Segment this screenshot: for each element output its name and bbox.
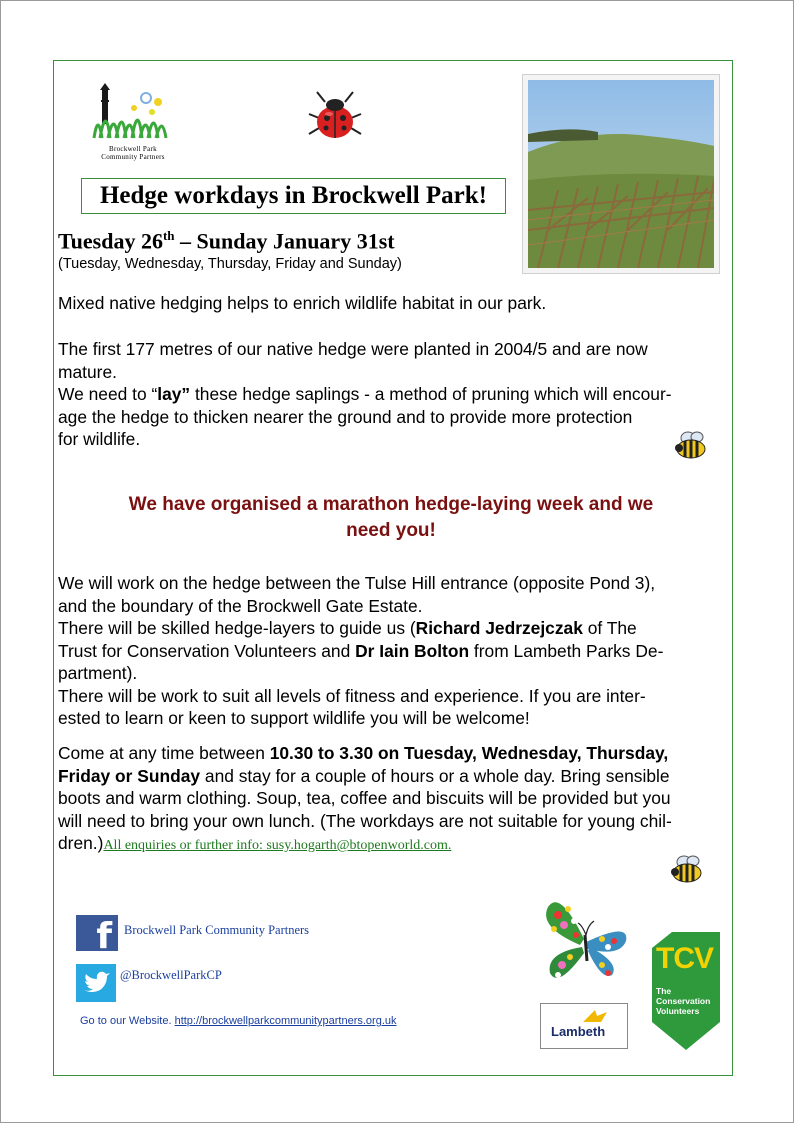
facebook-link[interactable]	[76, 915, 376, 957]
details-line-4a: Trust for Conservation Volunteers and	[58, 640, 356, 661]
butterfly-icon	[540, 895, 632, 987]
dates-suffix: – Sunday January 31st	[174, 228, 395, 254]
times-paragraph	[58, 742, 672, 858]
details-line-4b: Dr Iain Bolton	[355, 640, 470, 661]
hedge-line-2: mature.	[58, 361, 117, 382]
hedge-line-3c: these hedge saplings - a method of pruning which will encour-	[190, 384, 672, 404]
details-line-3	[58, 617, 663, 640]
lambeth-logo-text: Lambeth	[551, 1024, 606, 1039]
details-line-5: partment).	[58, 663, 138, 683]
times-line-1	[58, 742, 672, 765]
details-line-6: There will be work to suit all levels of fitness and experience. If you are inter-	[58, 685, 646, 706]
bee-icon	[672, 430, 710, 460]
dates-sup: th	[162, 228, 175, 243]
callout-line-2: need you!	[346, 520, 436, 541]
details-line-3c: of The	[582, 618, 637, 638]
times-line-3: boots and warm clothing. Soup, tea, coffee and biscuits will be provided but you	[58, 788, 671, 808]
event-dates	[58, 228, 395, 254]
tcv-name-2: Conservation	[656, 996, 711, 1006]
twitter-label: @BrockwellParkCP	[120, 968, 222, 982]
times-line-1b: 10.30 to 3.30 on Tuesday, Wednesday, Thursday,	[269, 743, 669, 763]
hedge-line-4: age the hedge to thicken nearer the ground and to provide more protection	[58, 406, 633, 427]
callout-line-1: We have organised a marathon hedge-laying week and we	[128, 494, 654, 515]
details-line-3b: Richard Jedrzejczak	[415, 618, 583, 638]
details-line-1: We will work on the hedge between the Tulse Hill entrance (opposite Pond 3),	[58, 573, 656, 593]
bpcp-logo-graphic	[88, 82, 178, 140]
details-line-2: and the boundary of the Brockwell Gate Estate.	[58, 595, 423, 616]
hedge-line-3	[58, 383, 672, 406]
lambeth-logo-mark	[581, 1008, 611, 1024]
intro-paragraph: Mixed native hedging helps to enrich wildlife habitat in our park.	[58, 293, 547, 313]
dates-prefix: Tuesday 26	[58, 228, 163, 254]
lambeth-logo	[540, 1003, 628, 1049]
page-title: Hedge workdays in Brockwell Park!	[81, 178, 506, 214]
details-line-7: ested to learn or keen to support wildlife you will be welcome!	[58, 708, 530, 728]
twitter-link[interactable]	[76, 964, 276, 1002]
enquiries-link[interactable]: All enquiries or further info: susy.hogarth@btopenworld.com.	[103, 838, 452, 853]
facebook-icon: f	[76, 915, 118, 951]
tcv-name-1: The	[656, 986, 672, 996]
hedge-line-1: The first 177 metres of our native hedge were planted in 2004/5 and are now	[58, 339, 648, 359]
hedge-line-3b: lay”	[157, 384, 191, 404]
tcv-name-3: Volunteers	[656, 1006, 700, 1016]
hedge-photo	[522, 74, 720, 274]
times-line-5	[58, 832, 672, 858]
website-line	[80, 1015, 397, 1027]
bee-icon-2	[668, 854, 706, 884]
days-note: (Tuesday, Wednesday, Thursday, Friday and Sunday)	[58, 256, 402, 272]
bpcp-logo-line2: Community Partners	[101, 153, 165, 161]
times-line-5a: dren.)	[58, 833, 104, 853]
bpcp-logo	[88, 82, 178, 161]
twitter-icon	[76, 964, 116, 1002]
hedge-paragraph	[58, 338, 672, 451]
ladybird-icon	[305, 88, 365, 142]
bpcp-logo-line1: Brockwell Park	[109, 145, 157, 153]
tcv-name	[656, 986, 710, 1016]
callout-message	[58, 492, 724, 544]
times-line-2	[58, 765, 672, 788]
times-line-4: will need to bring your own lunch. (The workdays are not suitable for young chil-	[58, 810, 672, 831]
times-line-2a: Friday or Sunday	[58, 765, 201, 786]
times-line-1a: Come at any time between	[58, 743, 270, 763]
hedge-line-5: for wildlife.	[58, 429, 141, 449]
details-line-4	[58, 640, 663, 663]
hedge-line-3a: We need to “	[58, 384, 158, 404]
website-label: Go to our Website.	[80, 1015, 172, 1027]
website-link[interactable]: http://brockwellparkcommunitypartners.org.uk	[174, 1015, 397, 1027]
facebook-label: Brockwell Park Community Partners	[124, 923, 310, 937]
details-line-3a: There will be skilled hedge-layers to guide us (	[58, 618, 416, 638]
details-line-4c: from Lambeth Parks De-	[469, 640, 664, 661]
details-paragraph	[58, 572, 663, 730]
tcv-logo	[652, 932, 720, 1050]
tcv-short: TCV	[656, 942, 713, 975]
times-line-2b: and stay for a couple of hours or a whole day. Bring sensible	[200, 765, 670, 786]
